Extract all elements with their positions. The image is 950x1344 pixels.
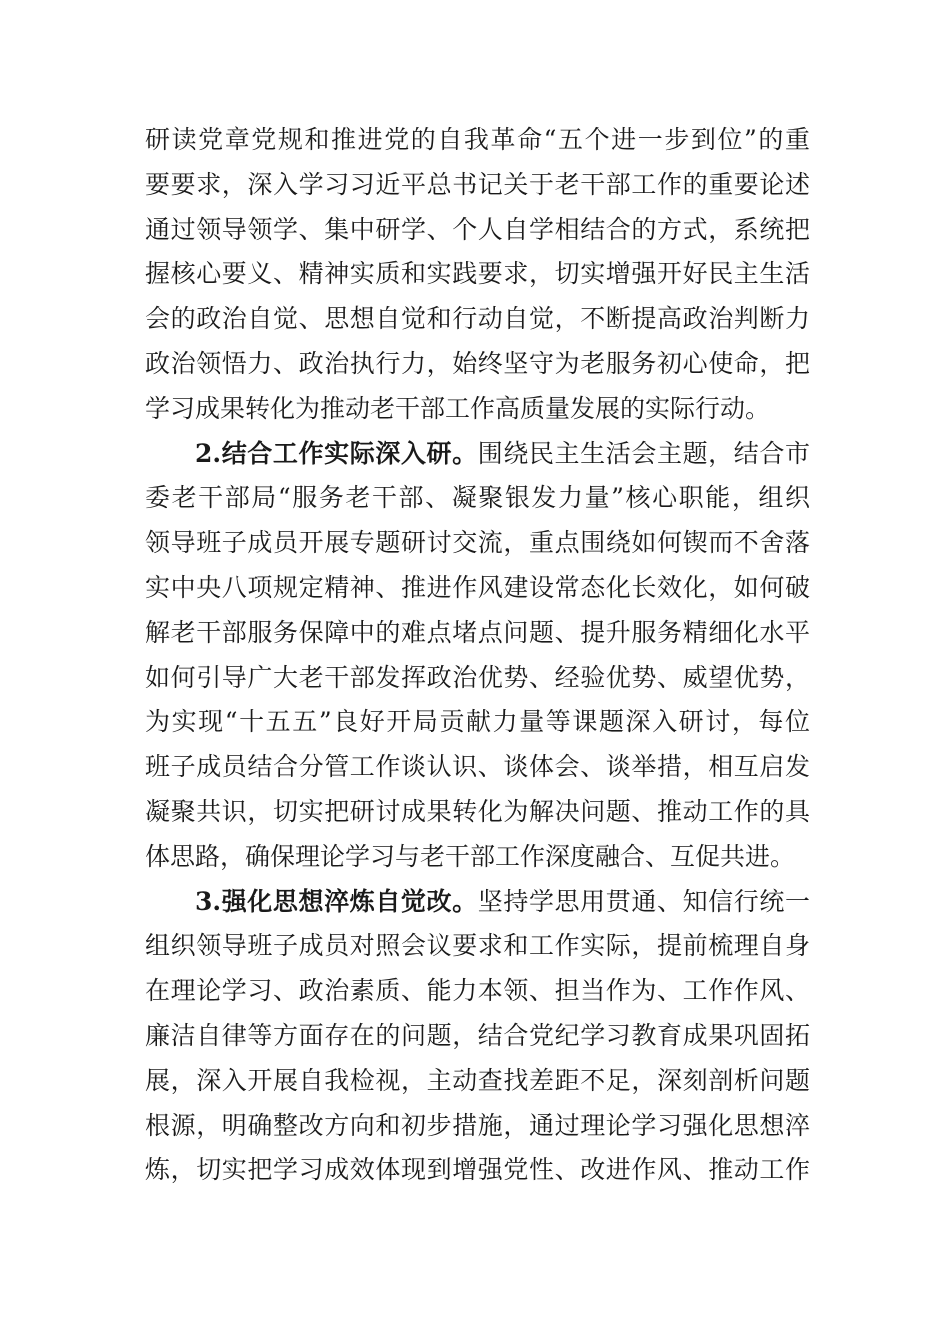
text-run: 坚持学思用贯通、知信行统一 <box>477 886 810 916</box>
paragraph-theory-study <box>145 118 810 432</box>
text-line: 廉洁自律等方面存在的问题，结合党纪学习教育成果巩固拓 <box>145 1020 810 1050</box>
text-line: 会的政治自觉、思想自觉和行动自觉，不断提高政治判断力 <box>145 304 810 334</box>
text-line: 在理论学习、政治素质、能力本领、担当作为、工作作风、 <box>145 976 810 1006</box>
text-run: 围绕民主生活会主题，结合市 <box>477 438 810 468</box>
paragraph-research-discussion <box>145 432 810 880</box>
document-body <box>145 118 810 1193</box>
text-line: 政治领悟力、政治执行力，始终坚守为老服务初心使命，把 <box>145 348 810 378</box>
text-line: 如何引导广大老干部发挥政治优势、经验优势、威望优势， <box>145 662 810 692</box>
text-line: 解老干部服务保障中的难点堵点问题、提升服务精细化水平 <box>145 617 810 647</box>
paragraph-heading: 3.强化思想淬炼自觉改。 <box>195 886 478 916</box>
text-line: 实中央八项规定精神、推进作风建设常态化长效化，如何破 <box>145 572 810 602</box>
text-line <box>145 432 810 477</box>
text-line <box>145 880 810 925</box>
text-line: 展，深入开展自我检视，主动查找差距不足，深刻剖析问题 <box>145 1065 810 1095</box>
text-line: 握核心要义、精神实质和实践要求，切实增强开好民主生活 <box>145 259 810 289</box>
text-line: 委老干部局“服务老干部、凝聚银发力量”核心职能，组织 <box>145 483 810 513</box>
text-line: 根源，明确整改方向和初步措施，通过理论学习强化思想淬 <box>145 1110 810 1140</box>
paragraph-heading: 2.结合工作实际深入研。 <box>195 438 478 468</box>
text-line: 班子成员结合分管工作谈认识、谈体会、谈举措，相互启发 <box>145 752 810 782</box>
text-line: 研读党章党规和推进党的自我革命“五个进一步到位”的重 <box>145 125 810 154</box>
paragraph-self-reform <box>145 880 810 1194</box>
text-line: 要要求，深入学习习近平总书记关于老干部工作的重要论述 <box>145 169 810 199</box>
text-line: 组织领导班子成员对照会议要求和工作实际，提前梳理自身 <box>145 931 810 961</box>
text-line: 体思路，确保理论学习与老干部工作深度融合、互促共进。 <box>145 841 796 871</box>
text-line: 凝聚共识，切实把研讨成果转化为解决问题、推动工作的具 <box>145 796 810 826</box>
text-line: 通过领导领学、集中研学、个人自学相结合的方式，系统把 <box>145 214 810 244</box>
text-line: 学习成果转化为推动老干部工作高质量发展的实际行动。 <box>145 393 771 423</box>
text-line: 为实现“十五五”良好开局贡献力量等课题深入研讨，每位 <box>145 707 810 737</box>
text-line: 领导班子成员开展专题研讨交流，重点围绕如何锲而不舍落 <box>145 528 810 558</box>
text-line: 炼，切实把学习成效体现到增强党性、改进作风、推动工作 <box>145 1155 810 1185</box>
